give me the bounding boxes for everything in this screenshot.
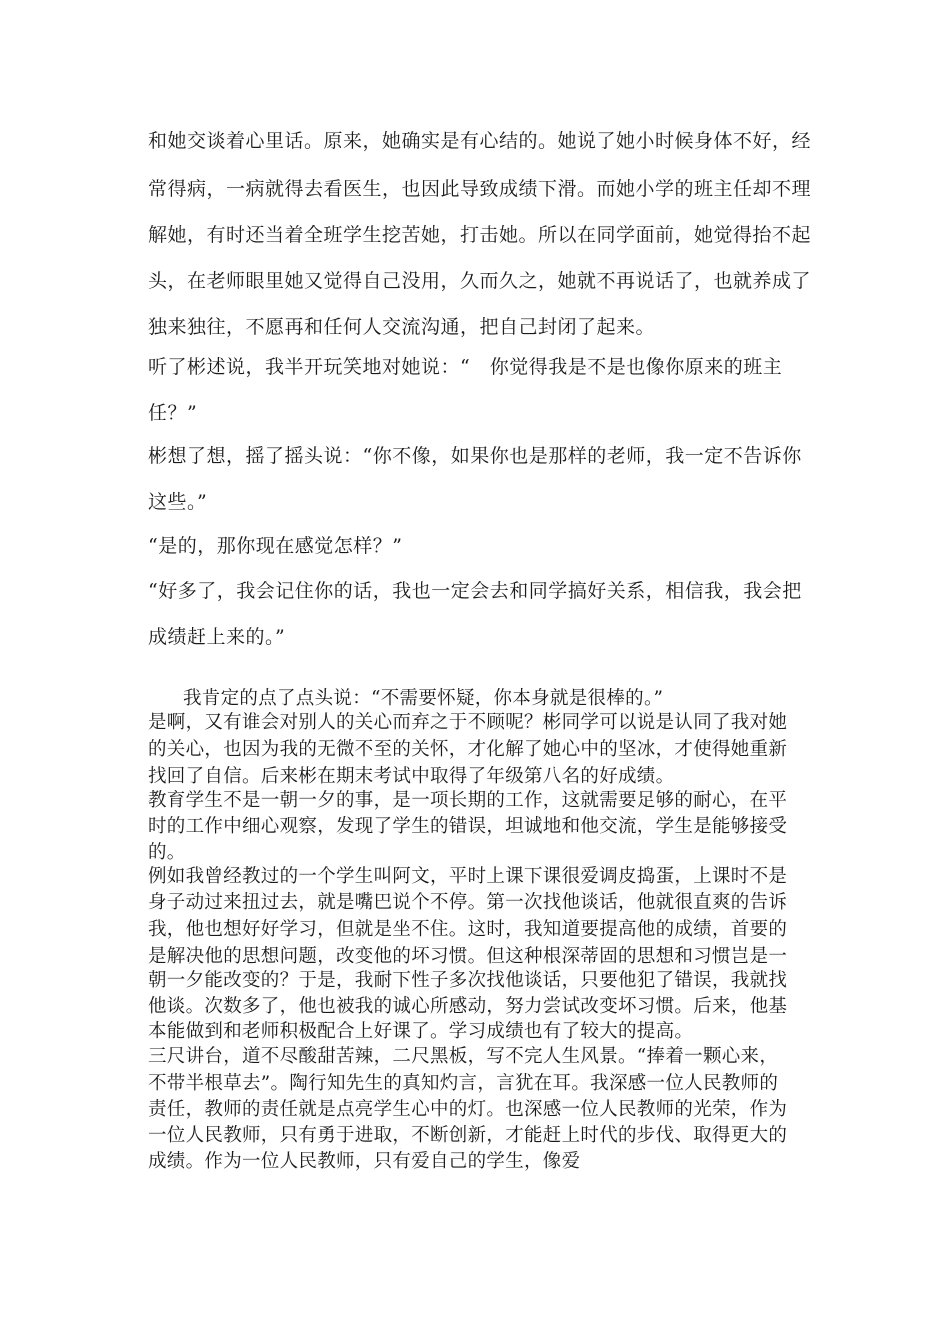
- paragraph-line: 一位人民教师，只有勇于进取，不断创新，才能赶上时代的步伐、取得更大的: [148, 1125, 788, 1146]
- paragraph-line: 成绩。作为一位人民教师，只有爱自己的学生，像爱: [148, 1151, 581, 1172]
- paragraph-line: “是的，那你现在感觉怎样？”: [148, 535, 403, 557]
- paragraph-line: 的关心，也因为我的无微不至的关怀，才化解了她心中的坚冰，才使得她重新: [148, 739, 788, 760]
- paragraph-line: 独来独往，不愿再和任何人交流沟通，把自己封闭了起来。: [148, 316, 656, 338]
- paragraph-line: 是啊，又有谁会对别人的关心而弃之于不顾呢？彬同学可以说是认同了我对她: [148, 712, 788, 733]
- paragraph-line: 我肯定的点了点头说：“不需要怀疑，你本身就是很棒的。”: [183, 688, 664, 709]
- paragraph-line: 是解决他的思想问题，改变他的坏习惯。但这种根深蒂固的思想和习惯岂是一: [148, 946, 788, 967]
- paragraph-line: 解她，有时还当着全班学生挖苦她，打击她。所以在同学面前，她觉得抬不起: [148, 224, 812, 246]
- paragraph-line: 找回了自信。后来彬在期末考试中取得了年级第八名的好成绩。: [148, 766, 675, 787]
- paragraph-line: 这些。”: [148, 491, 208, 513]
- paragraph-line: 的。: [148, 842, 186, 863]
- paragraph-line: 不带半根草去”。陶行知先生的真知灼言，言犹在耳。我深感一位人民教师的: [148, 1073, 779, 1094]
- paragraph-line: 三尺讲台，道不尽酸甜苦辣，二尺黑板，写不完人生风景。“捧着一颗心来，: [148, 1046, 779, 1067]
- paragraph-line: 朝一夕能改变的？于是，我耐下性子多次找他谈话，只要他犯了错误，我就找: [148, 970, 788, 991]
- paragraph-line: 听了彬述说，我半开玩笑地对她说：“ 你觉得我是不是也像你原来的班主: [148, 356, 783, 378]
- paragraph-line: 彬想了想，摇了摇头说：“你不像，如果你也是那样的老师，我一定不告诉你: [148, 445, 802, 467]
- paragraph-line: 他谈。次数多了，他也被我的诚心所感动，努力尝试改变坏习惯。后来，他基: [148, 996, 788, 1017]
- paragraph-line: 和她交谈着心里话。原来，她确实是有心结的。她说了她小时候身体不好，经: [148, 130, 812, 152]
- paragraph-line: 任？”: [148, 402, 198, 424]
- paragraph-line: 责任，教师的责任就是点亮学生心中的灯。也深感一位人民教师的光荣，作为: [148, 1099, 788, 1120]
- paragraph-line: “好多了，我会记住你的话，我也一定会去和同学搞好关系，相信我，我会把: [148, 580, 802, 602]
- paragraph-line: 身子动过来扭过去，就是嘴巴说个不停。第一次找他谈话，他就很直爽的告诉: [148, 892, 788, 913]
- paragraph-line: 时的工作中细心观察，发现了学生的错误，坦诚地和他交流，学生是能够接受: [148, 816, 788, 837]
- paragraph-line: 本能做到和老师积极配合上好课了。学习成绩也有了较大的提高。: [148, 1021, 694, 1042]
- paragraph-line: 教育学生不是一朝一夕的事，是一项长期的工作，这就需要足够的耐心，在平: [148, 790, 788, 811]
- paragraph-line: 头，在老师眼里她又觉得自己没用，久而久之，她就不再说话了，也就养成了: [148, 270, 812, 292]
- paragraph-line: 例如我曾经教过的一个学生叫阿文，平时上课下课很爱调皮捣蛋，上课时不是: [148, 866, 788, 887]
- paragraph-line: 常得病，一病就得去看医生，也因此导致成绩下滑。而她小学的班主任却不理: [148, 178, 812, 200]
- paragraph-line: 成绩赶上来的。”: [148, 626, 286, 648]
- paragraph-line: 我，他也想好好学习，但就是坐不住。这时，我知道要提高他的成绩，首要的: [148, 919, 788, 940]
